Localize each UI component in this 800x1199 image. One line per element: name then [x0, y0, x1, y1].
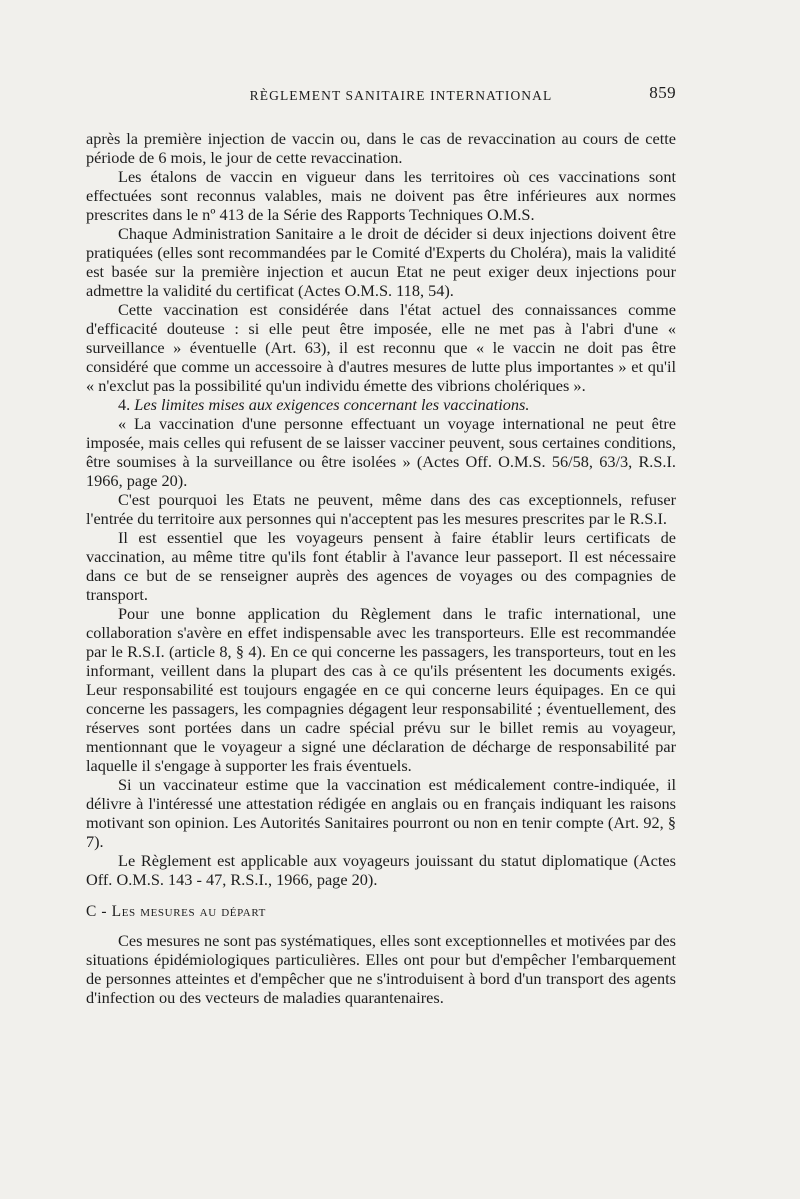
- subheading-title: Les limites mises aux exigences concernant les vaccinations.: [134, 395, 530, 414]
- paragraph-9: Pour une bonne application du Règlement dans le trafic international, une collaboration s'avère en effet indispensable avec les transporteurs. Elle est recommandée par le R.S.I. (article 8, § 4). En ce qui concerne les passagers, les transporteurs, tout en les informant, veillent dans la plupart des cas à ce qu'ils présentent les documents exigés. Leur responsabilité est toujours engagée en ce qui concerne leurs équipages. En ce qui concerne les passagers, les compagnies dégagent leur responsabilité ; éventuellement, des réserves sont portées dans un cadre spécial prévu sur le billet remis au voyageur, mentionnant que le voyageur a signé une déclaration de décharge de responsabilité par laquelle il s'engage à supporter les frais éventuels.: [86, 604, 676, 775]
- section-letter: C -: [86, 903, 112, 920]
- running-header: [86, 83, 676, 118]
- subheading-number: 4.: [118, 395, 131, 414]
- paragraph-10: Si un vaccinateur estime que la vaccination est médicalement contre-indiquée, il délivre à l'intéressé une attestation rédigée en anglais ou en français indiquant les raisons motivant son opinion. Les Autorités Sanitaires pourront ou non en tenir compte (Art. 92, § 7).: [86, 775, 676, 851]
- paragraph-7: C'est pourquoi les Etats ne peuvent, même dans des cas exceptionnels, refuser l'entrée du territoire aux personnes qui n'acceptent pas les mesures prescrites par le R.S.I.: [86, 490, 676, 528]
- header-title: RÈGLEMENT SANITAIRE INTERNATIONAL: [249, 88, 553, 103]
- page-number: 859: [649, 83, 676, 102]
- section-title: Les mesures au départ: [111, 903, 266, 920]
- body-text: [86, 129, 676, 1007]
- paragraph-8: Il est essentiel que les voyageurs pensent à faire établir leurs certificats de vaccination, au même titre qu'ils font établir à l'avance leur passeport. Il est nécessaire dans ce but de se renseigner auprès des agences de voyages ou des compagnies de transport.: [86, 528, 676, 604]
- subheading-4: [86, 395, 676, 414]
- paragraph-3: Chaque Administration Sanitaire a le droit de décider si deux injections doivent être pratiquées (elles sont recommandées par le Comité d'Experts du Choléra), mais la validité est basée sur la première injection et aucun Etat ne peut exiger deux injections pour admettre la validité du certificat (Actes O.M.S. 118, 54).: [86, 224, 676, 300]
- paragraph-12: Ces mesures ne sont pas systématiques, elles sont exceptionnelles et motivées par des situations épidémiologiques particulières. Elles ont pour but d'empêcher l'embarquement de personnes atteintes et d'empêcher que ne s'introduisent à bord d'un transport des agents d'infection ou des vecteurs de maladies quarantenaires.: [86, 931, 676, 1007]
- section-heading-c: [86, 902, 676, 921]
- paragraph-1: après la première injection de vaccin ou, dans le cas de revaccination au cours de cette période de 6 mois, le jour de cette revaccination.: [86, 129, 676, 167]
- paragraph-4: Cette vaccination est considérée dans l'état actuel des connaissances comme d'efficacité douteuse : si elle peut être imposée, elle ne met pas à l'abri d'une « surveillance » éventuelle (Art. 63), il est reconnu que « le vaccin ne doit pas être considéré que comme un accessoire à d'autres mesures de lutte plus importantes » et qu'il « n'exclut pas la possibilité qu'un individu émette des vibrions cholériques ».: [86, 300, 676, 395]
- paragraph-2: Les étalons de vaccin en vigueur dans les territoires où ces vaccinations sont effectuées sont reconnus valables, mais ne doivent pas être inférieures aux normes prescrites dans le nº 413 de la Série des Rapports Techniques O.M.S.: [86, 167, 676, 224]
- paragraph-6: « La vaccination d'une personne effectuant un voyage international ne peut être imposée, mais celles qui refusent de se laisser vacciner peuvent, sous certaines conditions, être soumises à la surveillance ou être isolées » (Actes Off. O.M.S. 56/58, 63/3, R.S.I. 1966, page 20).: [86, 414, 676, 490]
- document-page: [86, 83, 676, 1007]
- paragraph-11: Le Règlement est applicable aux voyageurs jouissant du statut diplomatique (Actes Off. O.M.S. 143 - 47, R.S.I., 1966, page 20).: [86, 851, 676, 889]
